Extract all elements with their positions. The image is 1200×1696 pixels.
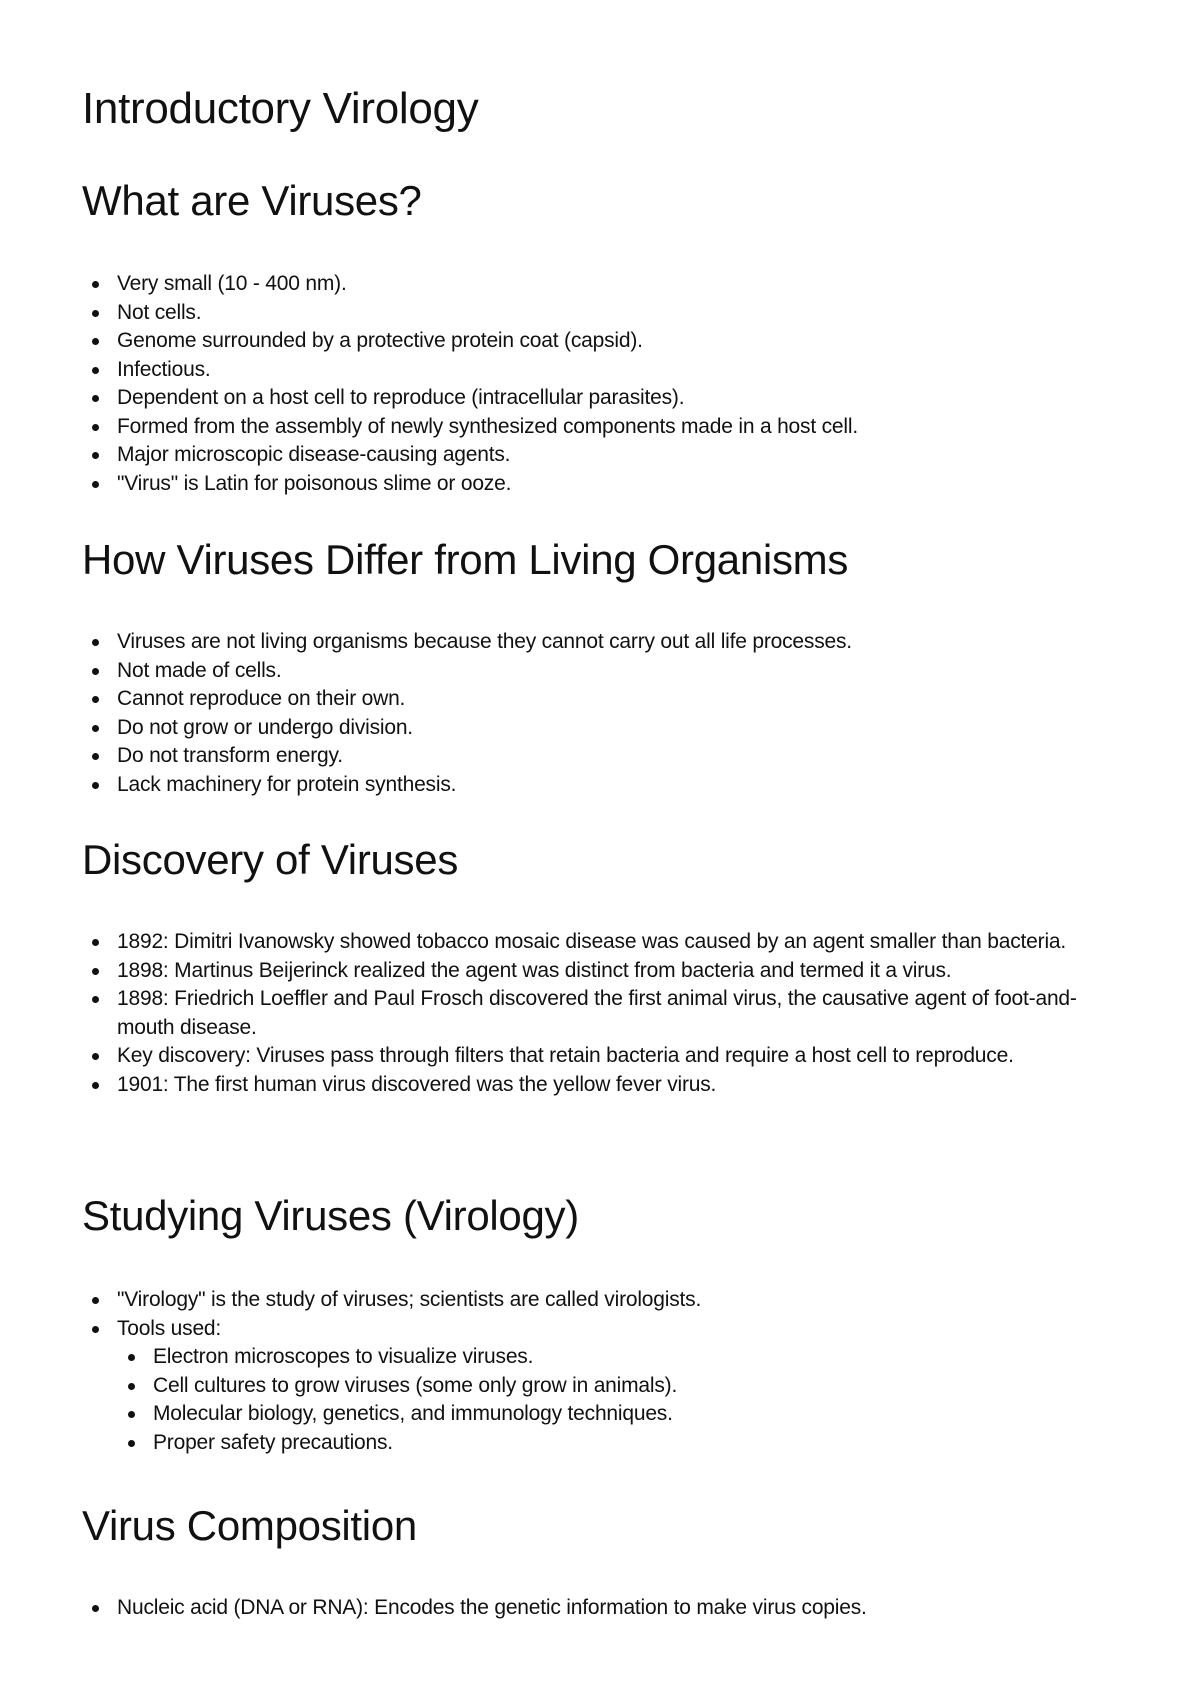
list-what-are-viruses <box>82 270 1132 498</box>
list-item: Viruses are not living organisms because they cannot carry out all life processes. <box>82 628 1132 657</box>
list-item: Infectious. <box>82 356 1132 385</box>
list-item: 1892: Dimitri Ivanowsky showed tobacco mosaic disease was caused by an agent smaller than bacteria. <box>82 928 1132 957</box>
list-item: Not made of cells. <box>82 657 1132 686</box>
list-item: 1898: Martinus Beijerinck realized the agent was distinct from bacteria and termed it a virus. <box>82 957 1132 986</box>
section-heading-how-viruses-differ: How Viruses Differ from Living Organisms <box>82 536 849 583</box>
list-item: Key discovery: Viruses pass through filters that retain bacteria and require a host cell to reproduce. <box>82 1042 1132 1071</box>
list-studying-viruses <box>82 1286 1132 1457</box>
list-item: Lack machinery for protein synthesis. <box>82 771 1132 800</box>
section-heading-what-are-viruses: What are Viruses? <box>82 177 422 224</box>
sublist-tools <box>117 1343 1132 1457</box>
list-discovery-of-viruses <box>82 928 1132 1099</box>
list-item: "Virology" is the study of viruses; scientists are called virologists. <box>82 1286 1132 1315</box>
list-item-label: Tools used: <box>117 1316 222 1340</box>
list-item: Nucleic acid (DNA or RNA): Encodes the genetic information to make virus copies. <box>82 1594 1132 1623</box>
section-heading-discovery-of-viruses: Discovery of Viruses <box>82 836 459 883</box>
list-item: Do not grow or undergo division. <box>82 714 1132 743</box>
list-item: 1898: Friedrich Loeffler and Paul Frosch discovered the first animal virus, the causative agent of foot-and-mouth disease. <box>82 985 1132 1042</box>
list-virus-composition <box>82 1594 1132 1623</box>
document-title: Introductory Virology <box>82 84 479 133</box>
list-item: Formed from the assembly of newly synthesized components made in a host cell. <box>82 413 1132 442</box>
list-item: Do not transform energy. <box>82 742 1132 771</box>
sublist-item: Electron microscopes to visualize viruses. <box>117 1343 1132 1372</box>
list-item: Genome surrounded by a protective protein coat (capsid). <box>82 327 1132 356</box>
sublist-item: Proper safety precautions. <box>117 1429 1132 1458</box>
list-item: "Virus" is Latin for poisonous slime or ooze. <box>82 470 1132 499</box>
list-item: Very small (10 - 400 nm). <box>82 270 1132 299</box>
list-item: Major microscopic disease-causing agents. <box>82 441 1132 470</box>
list-item: Not cells. <box>82 299 1132 328</box>
section-heading-studying-viruses: Studying Viruses (Virology) <box>82 1192 579 1239</box>
list-item: Cannot reproduce on their own. <box>82 685 1132 714</box>
list-item-tools-used <box>82 1315 1132 1458</box>
list-how-viruses-differ <box>82 628 1132 799</box>
list-item: 1901: The first human virus discovered was the yellow fever virus. <box>82 1071 1132 1100</box>
sublist-item: Cell cultures to grow viruses (some only grow in animals). <box>117 1372 1132 1401</box>
sublist-item: Molecular biology, genetics, and immunology techniques. <box>117 1400 1132 1429</box>
section-heading-virus-composition: Virus Composition <box>82 1502 417 1549</box>
list-item: Dependent on a host cell to reproduce (intracellular parasites). <box>82 384 1132 413</box>
